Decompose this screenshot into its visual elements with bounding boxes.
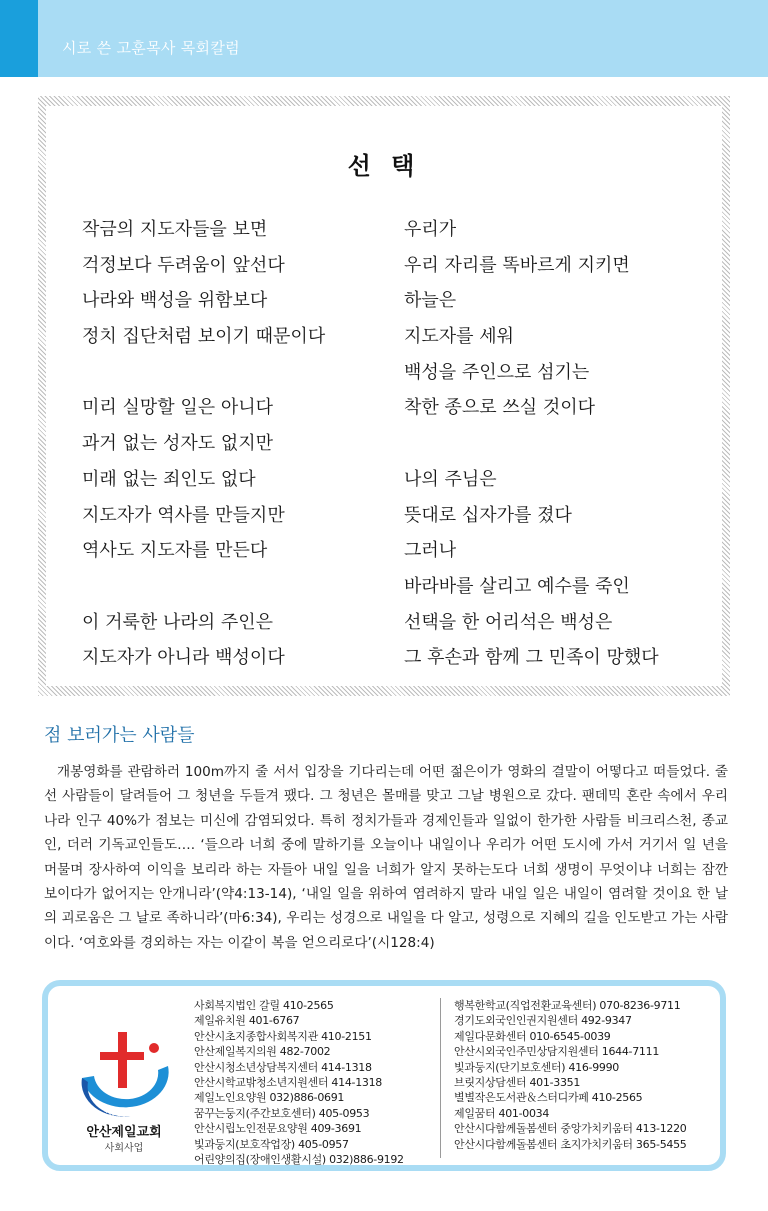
poem-line: 걱정보다 두려움이 앞선다 (82, 254, 285, 276)
poem-title: 선 택 (347, 152, 421, 180)
header-accent-bar (0, 0, 38, 77)
poem-line: 그 후손과 함께 그 민족이 망했다 (404, 647, 659, 669)
column-header (0, 0, 768, 77)
article-body (44, 760, 728, 955)
directory-entry: 빛과둥지(보호작업장) 405-0957 (194, 1137, 349, 1151)
poem-line: 나의 주님은 (404, 468, 497, 490)
directory-entry: 안산시다함께돌봄센터 중앙가치키움터 413-1220 (454, 1122, 687, 1136)
poem-line: 바라바를 살리고 예수를 죽인 (404, 575, 630, 597)
directory-entry: 안산제일복지의원 482-7002 (194, 1045, 331, 1059)
poem-line: 미래 없는 죄인도 없다 (82, 468, 256, 490)
church-subtitle: 사회사업 (104, 1143, 144, 1154)
poem-line: 하늘은 (404, 290, 457, 312)
directory-entry: 어린양의집(장애인생활시설) 032)886-9192 (194, 1153, 404, 1167)
directory-entry: 꿈꾸는둥지(주간보호센터) 405-0953 (194, 1106, 370, 1120)
poem-left-column (82, 212, 325, 676)
poem-line: 정치 집단처럼 보이기 때문이다 (82, 326, 326, 348)
directory-column-1 (194, 998, 404, 1167)
directory-entry: 안산시립노인전문요양원 409-3691 (194, 1122, 362, 1136)
poem-line: 이 거룩한 나라의 주인은 (82, 611, 274, 633)
directory-entry: 제일꿈터 401-0034 (454, 1106, 550, 1120)
poem-right-column (404, 212, 659, 676)
poem-line: 착한 종으로 쓰실 것이다 (404, 397, 596, 419)
article-title: 점 보러가는 사람들 (44, 725, 195, 746)
poem-line: 우리가 (404, 219, 457, 240)
poem-stanza-gap (404, 426, 659, 462)
poem-stanza-gap (82, 569, 325, 605)
directory-entry: 경기도외국인인권지원센터 492-9347 (454, 1014, 632, 1028)
directory-entry: 제일다문화센터 010-6545-0039 (454, 1029, 611, 1043)
poem-line: 역사도 지도자를 만든다 (82, 540, 268, 562)
poem-line: 지도자가 아니라 백성이다 (82, 647, 285, 669)
poem-line: 지도자가 역사를 만들지만 (82, 504, 285, 526)
directory-entry: 안산시외국인주민상담지원센터 1644-7111 (454, 1045, 660, 1059)
poem-line: 그러나 (404, 540, 457, 562)
directory-entry: 안산시청소년상담복지센터 414-1318 (194, 1060, 372, 1074)
directory-divider (440, 998, 441, 1158)
directory-entry: 안산시다함께돌봄센터 초지가치키움터 365-5455 (454, 1137, 687, 1151)
social-service-directory (42, 980, 726, 1171)
poem-line: 미리 실망할 일은 아니다 (82, 397, 274, 419)
directory-entry: 안산시학교밖청소년지원센터 414-1318 (194, 1076, 382, 1090)
poem-line: 선택을 한 어리석은 백성은 (404, 611, 613, 633)
poem-box (38, 96, 730, 696)
poem-line: 우리 자리를 똑바르게 지키면 (404, 254, 630, 276)
directory-entry: 제일유치원 401-6767 (194, 1014, 300, 1028)
directory-entry: 브릿지상담센터 401-3351 (454, 1076, 581, 1090)
poem-inner-panel (46, 106, 722, 686)
column-series-title: 시로 쓴 고훈목사 목회칼럼 (62, 39, 240, 57)
directory-entry: 별별작은도서관＆스터디카페 410-2565 (454, 1091, 643, 1105)
poem-line: 뜻대로 십자가를 졌다 (404, 504, 572, 526)
directory-entry: 안산시초지종합사회복지관 410-2151 (194, 1029, 372, 1043)
poem-line: 백성을 주인으로 섬기는 (404, 361, 590, 383)
church-logo-icon (72, 1026, 176, 1121)
poem-line: 나라와 백성을 위함보다 (82, 290, 268, 312)
poem-line: 지도자를 세워 (404, 326, 515, 348)
directory-entry: 행복한학교(직업전환교육센터) 070-8236-9711 (454, 999, 681, 1012)
article-paragraph: 개봉영화를 관람하러 100m까지 줄 서서 입장을 기다리는데 어떤 젊은이가 영화의 결말이 어떻다고 떠들었다. 줄선 사람들이 달려들어 그 청년을 두들겨 팼다. 그 청년은 몰매를 맞고 그날 병원으로 갔다. 팬데믹 혼란 속에서 우리나라 인구 40%가 점보는 미신에 감염되었다. 특히 정치가들과 경제인들과 일없이 한가한 사람들 비크리스천, 종교인, 더러 기독교인들도…. ‘들으라 너희 중에 말하기를 오늘이나 내일이나 우리가 어떤 도시에 가서 거기서 일 년을 머물며 장사하여 이익을 보리라 하는 자들아 내일 일을 너희가 알지 못하는도다 너희 생명이 무엇이냐 너희는 잠깐 보이다가 없어지는 안개니라’(약4:13-14), ‘내일 일을 위하여 염려하지 말라 내일 일은 내일이 염려할 것이요 한 날의 괴로움은 그 날로 족하니라’(마6:34), 우리는 성경으로 내일을 다 알고, 성령으로 지혜의 길을 인도받고 가는 사람이다. ‘여호와를 경외하는 자는 이같이 복을 얻으리로다’(시128:4) (44, 764, 728, 951)
directory-entry: 사회복지법인 갈릴 410-2565 (194, 999, 334, 1012)
directory-entry: 제일노인요양원 032)886-0691 (194, 1091, 345, 1105)
poem-stanza-gap (82, 355, 325, 391)
directory-entry: 빛과둥지(단기보호센터) 416-9990 (454, 1060, 619, 1074)
church-name: 안산제일교회 (86, 1125, 162, 1140)
poem-line: 과거 없는 성자도 없지만 (82, 433, 274, 455)
poem-line: 작금의 지도자들을 보면 (82, 219, 268, 240)
directory-column-2 (454, 998, 687, 1152)
logo-lettering: ANSAN JEIL CHURCH (95, 1100, 155, 1121)
